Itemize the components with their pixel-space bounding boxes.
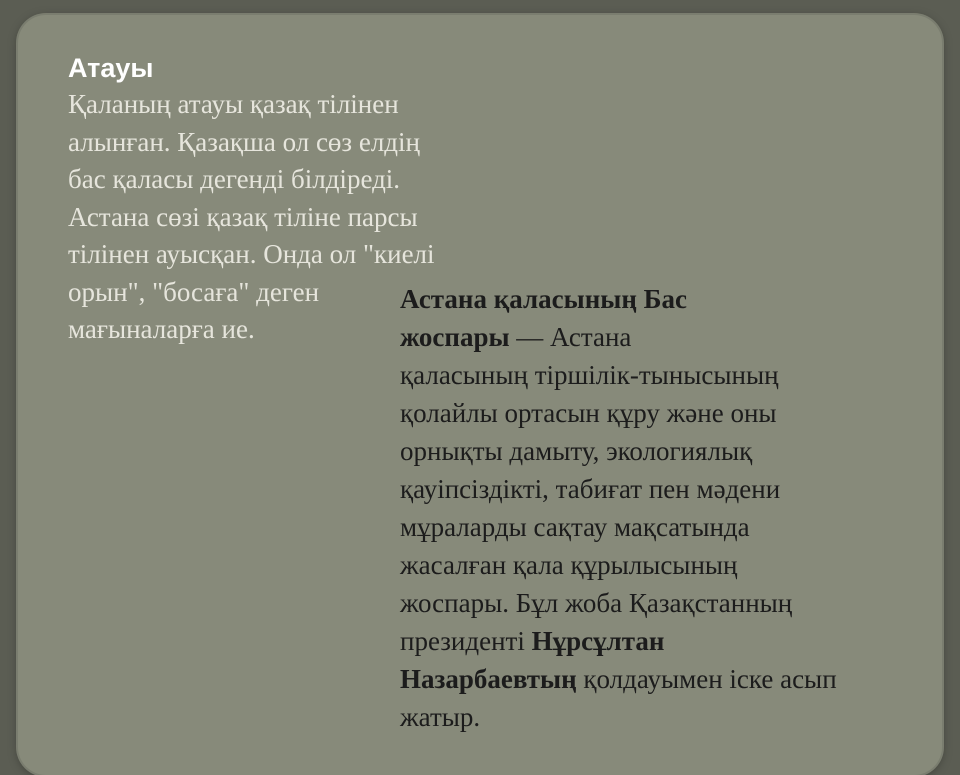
president-last-name: Назарбаевтың xyxy=(400,664,577,694)
body-line: мағыналарға ие. xyxy=(68,314,255,344)
body-line: тілінен ауысқан. Онда ол "киелі xyxy=(68,239,435,269)
body-line: орын", "босаға" деген xyxy=(68,276,320,307)
body-line: бас қаласы дегенді білдіреді. xyxy=(68,164,401,194)
master-plan-text-block xyxy=(400,280,930,736)
president-first-name: Нұрсұлтан xyxy=(531,626,665,656)
master-plan-title-word: жоспары xyxy=(400,322,510,352)
master-plan-line: мұраларды сақтау мақсатында xyxy=(400,512,750,542)
master-plan-line: жоспары. Бұл жоба Қазақстанның xyxy=(400,588,793,618)
body-line: Қаланың атауы қазақ тілінен xyxy=(68,89,399,119)
body-line: Астана сөзі қазақ тіліне парсы xyxy=(68,201,418,232)
master-plan-text: қолдауымен іске асып xyxy=(576,664,837,694)
master-plan-line: жасалған қала құрылысының xyxy=(400,550,738,580)
master-plan-title-line: Астана қаласының Бас xyxy=(400,284,687,314)
master-plan-line: қолайлы ортасын құру және оны xyxy=(400,398,777,428)
master-plan-text: президенті xyxy=(400,626,532,656)
master-plan-line: қауіпсіздікті, табиғат пен мәдени xyxy=(400,474,781,504)
master-plan-line xyxy=(400,318,930,356)
master-plan-text: — Астана xyxy=(509,322,632,352)
master-plan-line xyxy=(400,660,930,698)
master-plan-line xyxy=(400,622,930,660)
master-plan-line: орнықты дамыту, экологиялық xyxy=(400,436,753,466)
section-heading: Атауы xyxy=(68,53,154,83)
master-plan-line: жатыр. xyxy=(400,702,481,732)
body-line: алынған. Қазақша ол сөз елдің xyxy=(68,126,420,157)
master-plan-line: қаласының тіршілік-тынысының xyxy=(400,360,779,390)
